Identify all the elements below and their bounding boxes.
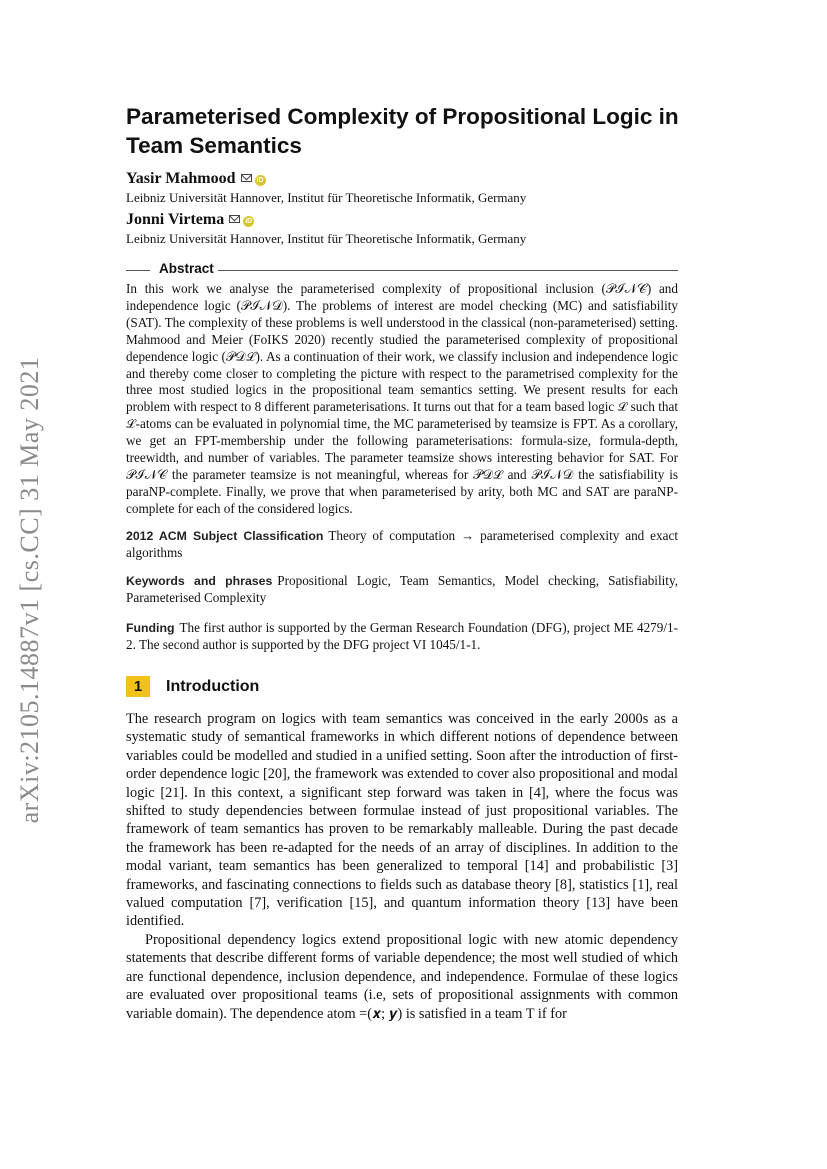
acm-text: Theory of computation → parameterised complexity and exact algorithms <box>126 528 678 560</box>
abstract-heading <box>126 261 678 279</box>
mail-icon[interactable] <box>241 174 252 182</box>
abstract-label: Abstract <box>159 261 214 276</box>
author-affiliation: Leibniz Universität Hannover, Institut für Theoretische Informatik, Germany <box>126 190 527 205</box>
body-text <box>126 710 678 1023</box>
acm-classification <box>126 528 678 562</box>
author-name: Yasir Mahmood <box>126 170 236 187</box>
keywords <box>126 573 678 607</box>
author-affiliation: Leibniz Universität Hannover, Institut für Theoretische Informatik, Germany <box>126 231 527 246</box>
author-2 <box>126 211 686 247</box>
section-heading <box>126 676 678 698</box>
acm-label: 2012 ACM Subject Classification <box>126 529 324 543</box>
section-title: Introduction <box>166 678 260 695</box>
mail-icon[interactable] <box>229 215 240 223</box>
abstract-body <box>126 281 678 518</box>
keywords-text: Propositional Logic, Team Semantics, Model checking, Satisfiability, Parameterised Complexity <box>126 573 678 605</box>
author-name: Jonni Virtema <box>126 211 225 228</box>
keywords-label: Keywords and phrases <box>126 574 273 588</box>
paper-title: Parameterised Complexity of Propositional Logic in Team Semantics <box>126 104 679 158</box>
divider <box>126 270 150 271</box>
divider <box>218 270 678 271</box>
orcid-icon[interactable]: iD <box>245 218 253 225</box>
orcid-icon[interactable]: iD <box>256 177 264 184</box>
funding <box>126 620 678 654</box>
abstract-text: In this work we analyse the parameterised complexity of propositional inclusion (𝒫ℐ𝒩𝒞) and independence logic (𝒫ℐ𝒩𝒟). The problems of interest are model checking (MC) and satisfiability (SAT). The complexity of these problems is well understood in the classical (non-parameterised) setting. Mahmood and Meier (FoIKS 2020) recently studied the parameterised complexity of propositional dependence logic (𝒫𝒟ℒ). As a continuation of their work, we classify inclusion and independence logic and thereby come closer to completing the picture with respect to the parametrised complexity for the three most studied logics in the propositional team semantics setting. We present results for each problem with respect to 8 different parameterisations. It turns out that for a team based logic ℒ such that ℒ-atoms can be evaluated in polynomial time, the MC parameterised by teamsize is FPT. As a corollary, we get an FPT-membership under the following parameterisations: formula-size, formula-depth, treewidth, and number of variables. The parameter teamsize shows interesting behavior for SAT. For 𝒫ℐ𝒩𝒞 the parameter teamsize is not meaningful, whereas for 𝒫𝒟ℒ and 𝒫ℐ𝒩𝒟 the satisfiability is paraNP-complete. Finally, we prove that when parameterised by arity, both MC and SAT are paraNP-complete for each of the considered logics. <box>126 281 678 516</box>
author-1 <box>126 170 686 206</box>
arxiv-stamp: arXiv:2105.14887v1 [cs.CC] 31 May 2021 <box>15 356 44 824</box>
paragraph: Propositional dependency logics extend propositional logic with new atomic dependency statements that describe different forms of variable dependence; the most well studied of which are functional dependence, inclusion dependence, and independence. Formulae of these logics are evaluated over propositional teams (i.e, sets of propositional assignments with common variable domain). The dependence atom =(𝒙; 𝒚) is satisfied in a team T if for <box>126 931 678 1022</box>
funding-text: The first author is supported by the German Research Foundation (DFG), project ME 4279/1-2. The second author is supported by the DFG project VI 1045/1-1. <box>126 620 678 652</box>
funding-label: Funding <box>126 621 175 635</box>
section-number: 1 <box>126 676 150 697</box>
paragraph: The research program on logics with team semantics was conceived in the early 2000s as a systematic study of semantical frameworks in which different notions of dependence between variables could be modelled and studied in a unified setting. Soon after the introduction of first-order dependence logic [20], the framework was extended to cover also propositional and modal logic [21]. In this context, a significant step forward was taken in [4], where the focus was shifted to study dependencies between formulae instead of just propositional variables. The framework of team semantics has proven to be remarkably malleable. During the past decade the framework has been re-adapted for the needs of an array of disciplines. In addition to the modal variant, team semantics has been generalized to temporal [14] and probabilistic [3] frameworks, and fascinating connections to fields such as database theory [8], statistics [1], real valued computation [7], verification [15], and quantum information theory [13] have been identified. <box>126 711 678 930</box>
